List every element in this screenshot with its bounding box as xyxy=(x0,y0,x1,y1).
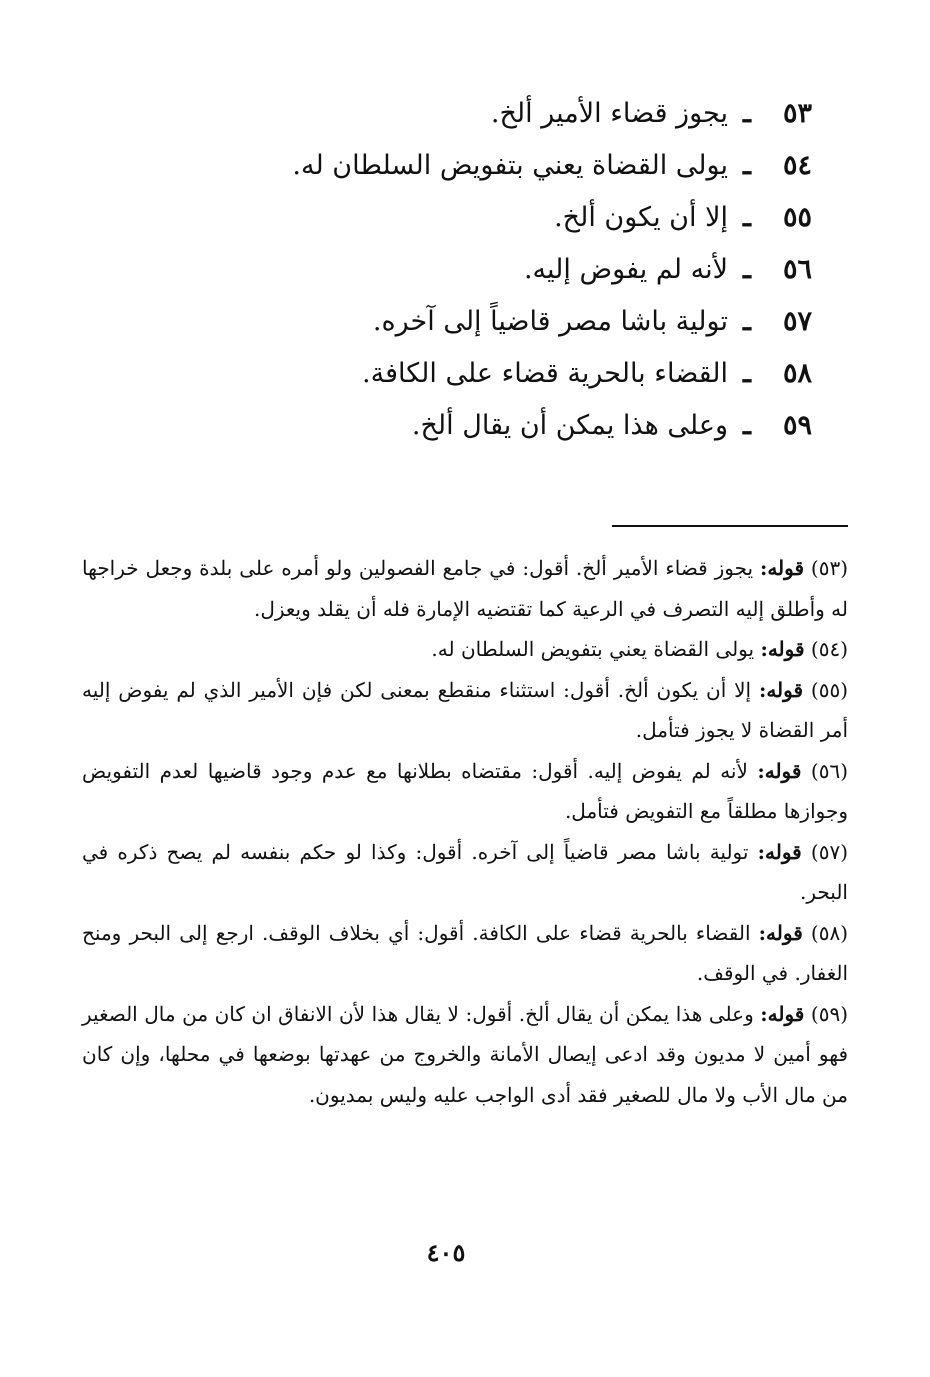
page-number: ٤٠٥ xyxy=(426,1238,466,1267)
item-text: يولى القضاة يعني بتفويض السلطان له. xyxy=(292,150,728,181)
item-number: ٥٣ xyxy=(782,98,812,129)
note-ref: (٥٨) xyxy=(810,920,849,945)
item-number: ٥٤ xyxy=(782,150,812,181)
note-ref: (٥٦) xyxy=(810,758,849,783)
note-ref: (٥٣) xyxy=(810,556,849,580)
note-paragraph xyxy=(82,670,848,751)
note-paragraph xyxy=(82,832,848,913)
note-text: القضاء بالحرية قضاء على الكافة. أقول: أي بخلاف الوقف. ارجع إلى البحر ومنح الغفار. في الوقف. xyxy=(82,920,848,985)
note-keyword: قوله: xyxy=(757,839,802,864)
note-ref: (٥٥) xyxy=(810,677,848,702)
note-text: إلا أن يكون ألخ. أقول: استثناء منقطع بمعنى لكن فإن الأمير الذي لم يفوض إليه أمر القضاة لا يجوز فتأمل. xyxy=(82,677,848,742)
note-text: تولية باشا مصر قاضياً إلى آخره. أقول: وكذا لو حكم بنفسه لم يصح ذكره في البحر. xyxy=(82,839,848,904)
note-ref: (٥٧) xyxy=(810,839,849,864)
note-keyword: قوله: xyxy=(760,1001,805,1026)
list-item xyxy=(252,348,812,400)
list-item xyxy=(252,296,812,348)
item-number: ٥٧ xyxy=(782,306,812,337)
numbered-items xyxy=(252,88,812,452)
note-ref: (٥٤) xyxy=(810,637,848,661)
note-paragraph xyxy=(82,913,848,994)
item-dash: ـ xyxy=(743,358,751,389)
note-ref: (٥٩) xyxy=(810,1001,848,1026)
list-item xyxy=(252,88,812,140)
page-number-container xyxy=(0,1236,930,1270)
note-keyword: قوله: xyxy=(760,637,805,661)
note-paragraph xyxy=(82,994,848,1116)
list-item xyxy=(252,140,812,192)
item-text: يجوز قضاء الأمير ألخ. xyxy=(490,98,728,129)
item-dash: ـ xyxy=(743,254,751,285)
item-text: القضاء بالحرية قضاء على الكافة. xyxy=(362,358,728,389)
note-keyword: قوله: xyxy=(759,556,805,580)
item-text: إلا أن يكون ألخ. xyxy=(554,202,728,233)
note-paragraph xyxy=(82,548,848,629)
commentary-notes xyxy=(82,548,848,1115)
item-number: ٥٨ xyxy=(782,358,812,389)
item-dash: ـ xyxy=(743,410,751,441)
note-text: يولى القضاة يعني بتفويض السلطان له. xyxy=(431,637,755,661)
item-text: تولية باشا مصر قاضياً إلى آخره. xyxy=(372,306,728,337)
item-number: ٥٦ xyxy=(782,254,812,285)
note-paragraph xyxy=(82,629,848,670)
item-number: ٥٥ xyxy=(782,202,812,233)
item-dash: ـ xyxy=(743,98,751,129)
list-item xyxy=(252,192,812,244)
item-dash: ـ xyxy=(743,150,751,181)
item-text: وعلى هذا يمكن أن يقال ألخ. xyxy=(411,410,728,441)
note-text: يجوز قضاء الأمير ألخ. أقول: في جامع الفصولين ولو أمره على بلدة وجعل خراجها له وأطلق إليه التصرف في الرعية كما تقتضيه الإمارة فله أن يقلد ويعزل. xyxy=(82,556,848,621)
item-dash: ـ xyxy=(743,202,751,233)
note-keyword: قوله: xyxy=(757,758,802,783)
note-keyword: قوله: xyxy=(758,920,803,945)
note-text: وعلى هذا يمكن أن يقال ألخ. أقول: لا يقال هذا لأن الانفاق ان كان من مال الصغير فهو أمين لا مديون وقد ادعى إيصال الأمانة والخروج من عهدتها بوضعها في محلها، وإن كان من مال الأب ولا مال للصغير فقد أدى الواجب عليه وليس بمديون. xyxy=(82,1001,848,1107)
item-dash: ـ xyxy=(743,306,751,337)
note-keyword: قوله: xyxy=(758,677,804,702)
item-number: ٥٩ xyxy=(782,410,812,441)
note-text: لأنه لم يفوض إليه. أقول: مقتضاه بطلانها مع عدم وجود قاضيها لعدم التفويض وجوازها مطلقاً مع التفويض فتأمل. xyxy=(82,758,848,823)
note-paragraph xyxy=(82,751,848,832)
item-text: لأنه لم يفوض إليه. xyxy=(523,254,728,285)
footnote-separator xyxy=(612,525,848,527)
list-item xyxy=(252,400,812,452)
list-item xyxy=(252,244,812,296)
